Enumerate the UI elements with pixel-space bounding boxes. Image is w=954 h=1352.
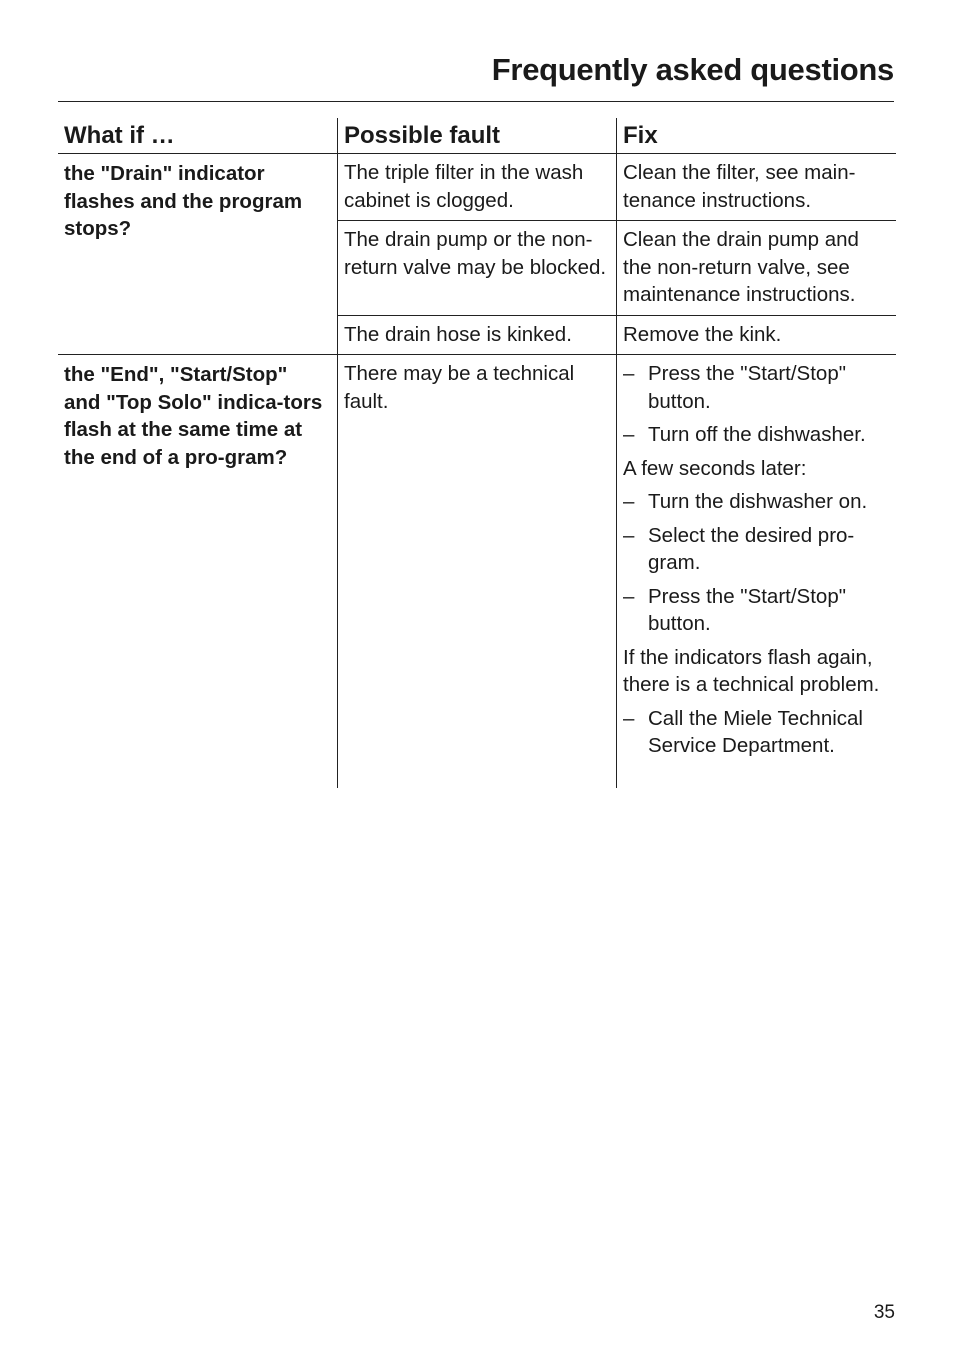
table-row — [337, 316, 896, 355]
fix-cell: Clean the drain pump and the non-return valve, see maintenance instructions. — [616, 221, 896, 315]
header-what-if: What if … — [64, 122, 175, 149]
table-row — [337, 221, 896, 316]
dash-bullet: – — [623, 706, 635, 730]
dash-bullet: – — [623, 490, 635, 513]
table-row — [337, 355, 896, 788]
fix-step-text: Call the Miele Technical Service Department. — [648, 706, 863, 757]
fix-step — [623, 421, 890, 449]
fault-cell: The drain hose is kinked. — [337, 316, 616, 355]
dash-bullet: – — [623, 423, 635, 446]
header-possible-fault: Possible fault — [337, 118, 616, 153]
faq-table — [58, 118, 896, 788]
table-header-row — [58, 118, 896, 154]
fix-step-text: Press the "Start/Stop" button. — [648, 362, 847, 413]
fix-cell — [616, 355, 896, 788]
fix-note: If the indicators flash again, there is a technical problem. — [623, 645, 880, 696]
question-cell: the "Drain" indicator flashes and the program stops? — [64, 162, 303, 240]
page-title: Frequently asked questions — [491, 52, 894, 87]
question-cell: the "End", "Start/Stop" and "Top Solo" indica-tors flash at the same time at the end of a pro-gram? — [64, 363, 323, 469]
fault-cell: The drain pump or the non-return valve may be blocked. — [337, 221, 616, 315]
fix-note: A few seconds later: — [623, 456, 807, 480]
fix-step — [623, 583, 890, 638]
dash-bullet: – — [623, 362, 635, 385]
fix-step-text: Press the "Start/Stop" button. — [648, 584, 847, 635]
fix-cell: Clean the filter, see main-tenance instructions. — [616, 154, 896, 220]
fix-step — [623, 360, 890, 415]
fault-cell: The triple filter in the wash cabinet is clogged. — [337, 154, 616, 220]
faq-group-drain — [58, 154, 896, 355]
page-number: 35 — [873, 1302, 895, 1323]
header-fix: Fix — [616, 118, 896, 153]
fix-step-text: Turn off the dishwasher. — [648, 423, 866, 446]
fix-step — [623, 522, 890, 577]
fix-step — [623, 705, 890, 760]
fix-step — [623, 488, 890, 516]
fix-cell: Remove the kink. — [616, 316, 896, 355]
table-row — [337, 154, 896, 221]
faq-group-indicators — [58, 355, 896, 788]
dash-bullet: – — [623, 584, 635, 608]
fix-step-text: Turn the dishwasher on. — [648, 490, 868, 513]
title-divider — [58, 101, 894, 102]
dash-bullet: – — [623, 523, 635, 547]
fault-cell: There may be a technical fault. — [337, 355, 616, 788]
fix-step-text: Select the desired pro-gram. — [648, 523, 855, 574]
